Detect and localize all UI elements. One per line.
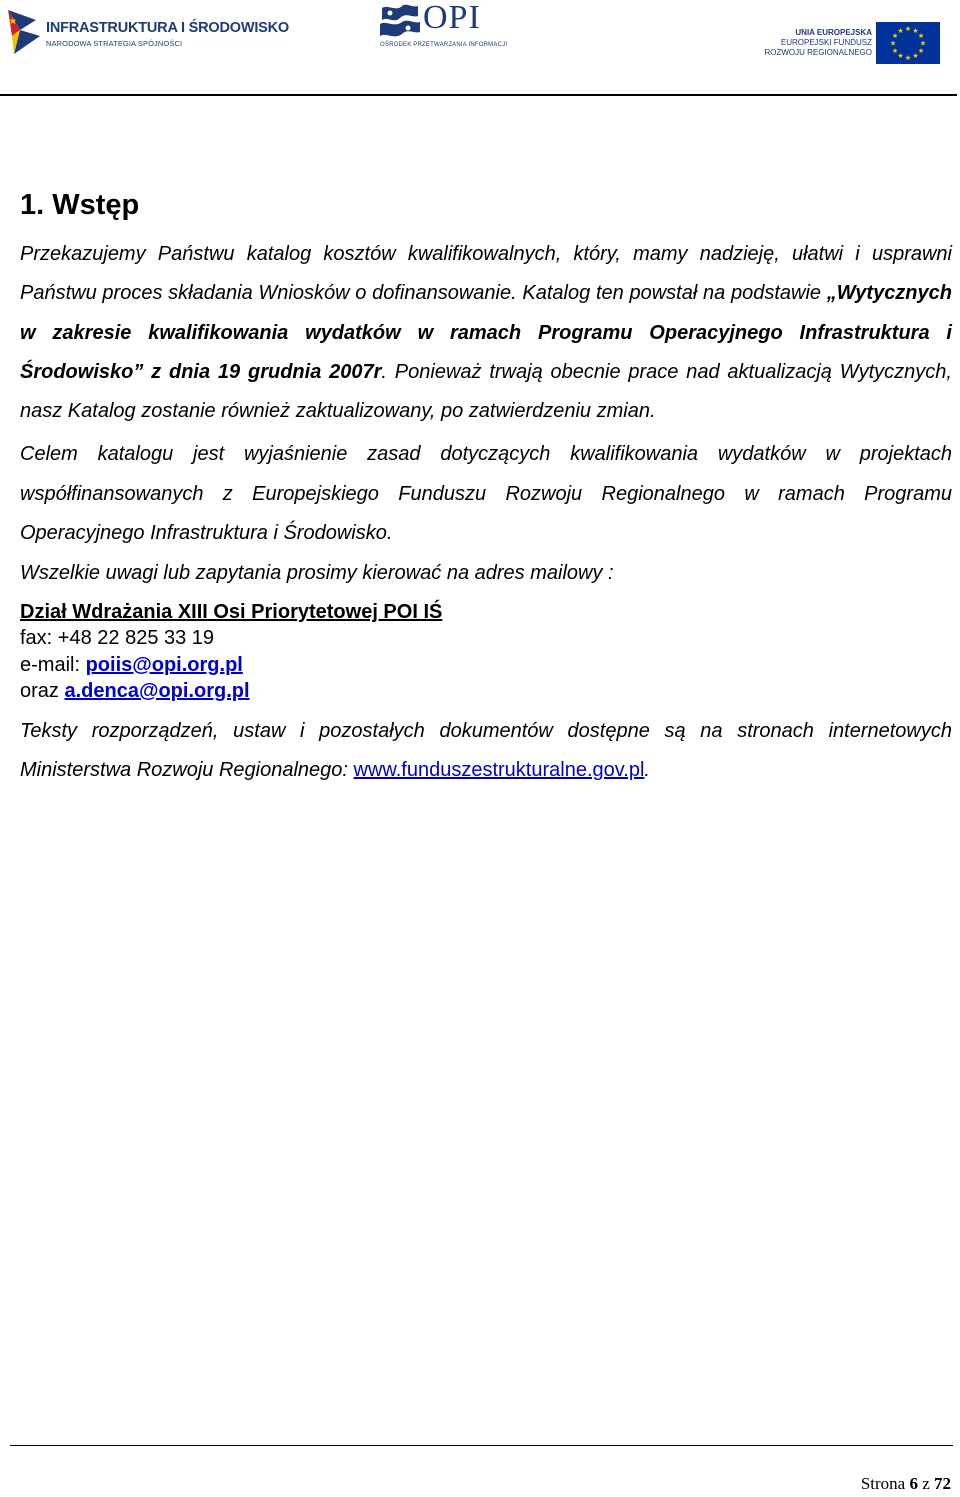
- alt-email-link[interactable]: a.denca@opi.org.pl: [64, 680, 250, 703]
- eu-line2: EUROPEJSKI FUNDUSZ: [780, 38, 872, 47]
- documents-paragraph: [20, 712, 952, 791]
- purpose-paragraph: Celem katalogu jest wyjaśnienie zasad dotyczących kwalifikowania wydatków w projektach współfinansowanych z Europejskiego Funduszu Rozwoju Regionalnego w ramach Programu Operacyjnego Infrastruktura i Środowisko.: [20, 443, 952, 545]
- fax-number: fax: +48 22 825 33 19: [20, 627, 215, 650]
- intro-rest: . Ponieważ trwają obecnie prace nad aktualizacją Wytycznych, nasz Katalog zostanie również zaktualizowany, po zatwierdzeniu zmian.: [20, 360, 952, 423]
- intro-lead: Przekazujemy Państwu katalog kosztów kwalifikowalnych, który, mamy nadzieję, ułatwi i usprawni Państwu proces składania Wniosków o dofinansowanie. Katalog ten powstał na podstawie: [20, 243, 952, 305]
- page-label: Strona: [860, 1474, 910, 1493]
- opi-subtitle: OŚRODEK PRZETWARZANIA INFORMACJI: [380, 42, 508, 48]
- eu-flag-icon: [876, 22, 940, 64]
- email-label: e-mail:: [20, 653, 86, 676]
- contact-block: [20, 599, 952, 705]
- of-label: z: [917, 1474, 934, 1493]
- svg-text:★: ★: [917, 32, 925, 40]
- header-divider: [0, 94, 957, 96]
- documents-text: Teksty rozporządzeń, ustaw i pozostałych dokumentów dostępne są na stronach internetowych Ministerstwa Rozwoju Regionalnego:: [20, 719, 952, 781]
- page-header: [0, 0, 960, 96]
- alt-email-label: oraz: [20, 680, 65, 703]
- intro-paragraph: [20, 235, 952, 431]
- infrastruktura-srodowisko-logo: [6, 6, 289, 58]
- eu-text: [764, 28, 872, 58]
- department-name: Dział Wdrażania XIII Osi Priorytetowej POI IŚ: [20, 600, 443, 623]
- svg-text:★: ★: [904, 25, 912, 33]
- documents-end: .: [644, 758, 650, 781]
- opi-name: OPI: [423, 0, 481, 36]
- eu-line3: ROZWOJU REGIONALNEGO: [764, 48, 872, 57]
- logo-subtitle: NARODOWA STRATEGIA SPÓJNOŚCI: [46, 39, 183, 48]
- guidelines-title: „Wytycznych w zakresie kwalifikowania wydatków w ramach Programu Operacyjnego Infrastruktura i Środowisko” z dnia 19 grudnia 2007r: [20, 282, 952, 383]
- alt-email-line: [20, 678, 952, 705]
- opi-emblem-icon: [378, 2, 422, 42]
- svg-text:★: ★: [917, 47, 925, 55]
- svg-text:★: ★: [889, 39, 897, 48]
- total-pages: 72: [934, 1474, 951, 1493]
- svg-text:★: ★: [891, 47, 899, 55]
- svg-text:★: ★: [904, 54, 912, 62]
- page-number: [861, 1474, 951, 1494]
- email-link[interactable]: poiis@opi.org.pl: [85, 653, 243, 676]
- logo-title: INFRASTRUKTURA I ŚRODOWISKO: [46, 20, 289, 36]
- contact-intro: Wszelkie uwagi lub zapytania prosimy kierować na adres mailowy :: [20, 562, 614, 585]
- svg-text:★: ★: [912, 27, 919, 35]
- document-body: [20, 185, 952, 790]
- svg-text:★: ★: [912, 52, 919, 60]
- email-line: [20, 652, 952, 679]
- eu-line1: UNIA EUROPEJSKA: [795, 28, 872, 37]
- footer-divider: [10, 1445, 953, 1446]
- svg-text:★: ★: [919, 39, 927, 48]
- eu-logo: [762, 22, 942, 66]
- opi-logo: [378, 2, 508, 54]
- section-title: 1. Wstęp: [20, 189, 140, 221]
- ministry-website-link[interactable]: www.funduszestrukturalne.gov.pl: [353, 758, 645, 781]
- svg-text:★: ★: [897, 52, 904, 60]
- svg-text:★: ★: [891, 32, 899, 40]
- svg-text:★: ★: [897, 27, 904, 35]
- nss-flag-icon: [6, 6, 42, 58]
- current-page: 6: [909, 1474, 918, 1493]
